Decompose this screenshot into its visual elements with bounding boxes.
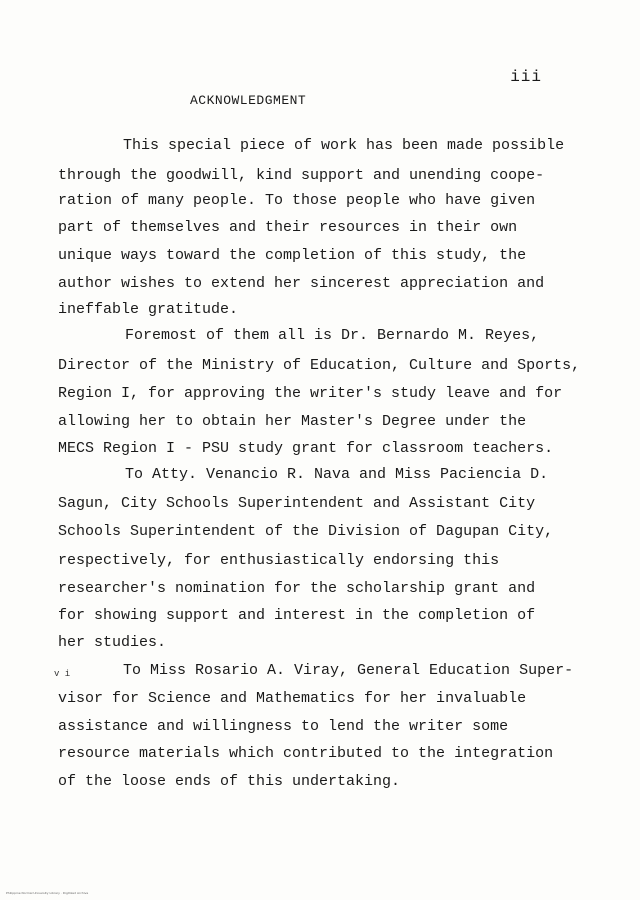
body-line: ration of many people. To those people who have given — [58, 192, 536, 209]
body-line: This special piece of work has been made possible — [123, 137, 565, 154]
body-line: unique ways toward the completion of this study, the — [58, 247, 527, 264]
body-line: allowing her to obtain her Master's Degree under the — [58, 413, 527, 430]
body-line: of the loose ends of this undertaking. — [58, 773, 401, 790]
body-line: assistance and willingness to lend the writer some — [58, 718, 509, 735]
body-line: MECS Region I - PSU study grant for classroom teachers. — [58, 440, 554, 457]
body-line: Schools Superintendent of the Division of Dagupan City, — [58, 523, 554, 540]
body-line: Region I, for approving the writer's study leave and for — [58, 385, 563, 402]
body-line: To Atty. Venancio R. Nava and Miss Paciencia D. — [125, 466, 549, 483]
body-line: through the goodwill, kind support and unending coope- — [58, 167, 545, 184]
body-line: respectively, for enthusiastically endorsing this — [58, 552, 500, 569]
body-line: part of themselves and their resources in their own — [58, 219, 518, 236]
body-line: visor for Science and Mathematics for her invaluable — [58, 690, 527, 707]
body-line: resource materials which contributed to the integration — [58, 745, 554, 762]
body-line: Director of the Ministry of Education, Culture and Sports, — [58, 357, 581, 374]
body-line: To Miss Rosario A. Viray, General Education Super- — [123, 662, 574, 679]
body-line: ineffable gratitude. — [58, 301, 239, 318]
page-number: iii — [510, 68, 542, 86]
body-line: author wishes to extend her sincerest appreciation and — [58, 275, 545, 292]
page-title: ACKNOWLEDGMENT — [190, 93, 307, 108]
archive-footer: Philippine Normal University Library · Digitized Archive — [6, 891, 89, 895]
body-line: for showing support and interest in the completion of — [58, 607, 536, 624]
body-line: Sagun, City Schools Superintendent and Assistant City — [58, 495, 536, 512]
body-line: researcher's nomination for the scholarship grant and — [58, 580, 536, 597]
margin-mark: v i — [54, 669, 71, 679]
body-line: her studies. — [58, 634, 167, 651]
body-line: Foremost of them all is Dr. Bernardo M. Reyes, — [125, 327, 540, 344]
